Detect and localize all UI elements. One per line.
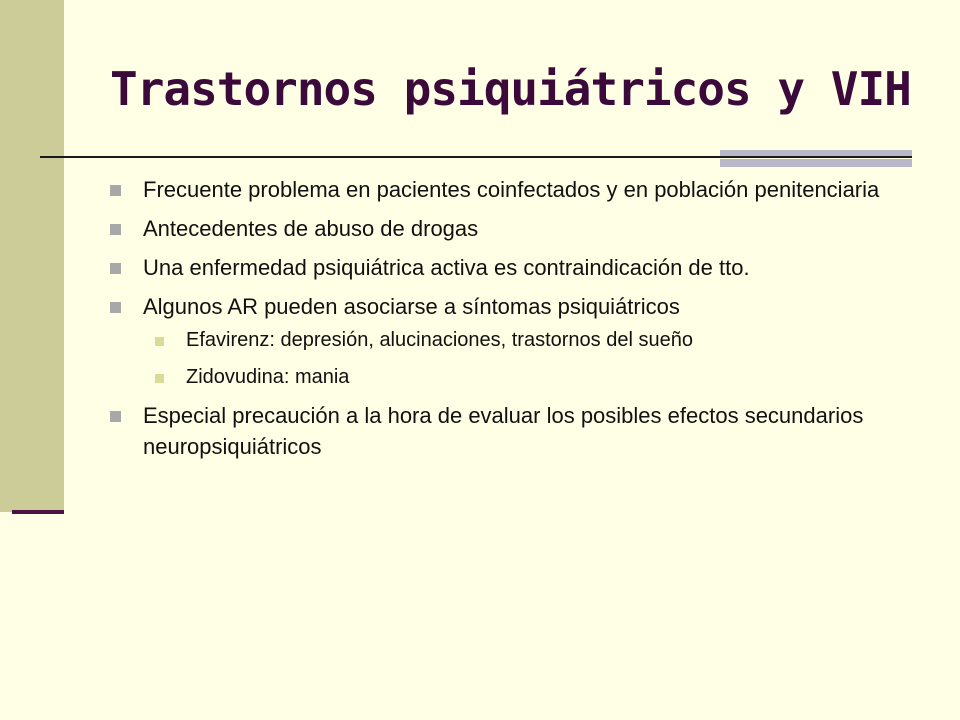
sub-bullet-item [110, 363, 920, 391]
bullet-item [110, 252, 920, 283]
sub-bullet-text: Efavirenz: depresión, alucinaciones, trastornos del sueño [186, 329, 693, 351]
square-bullet-icon [110, 263, 121, 274]
bullet-item [110, 174, 920, 205]
title-divider-accent-lower [720, 159, 912, 167]
sub-bullet-item [110, 326, 920, 354]
bullet-text: Algunos AR pueden asociarse a síntomas psiquiátricos [143, 294, 680, 319]
bullet-text: Una enfermedad psiquiátrica activa es contraindicación de tto. [143, 255, 750, 280]
square-sub-bullet-icon [155, 337, 164, 346]
decorative-side-bar [0, 0, 64, 512]
slide-title: Trastornos psiquiátricos y VIH [110, 62, 911, 116]
bullet-item [110, 291, 920, 391]
sub-bullet-list [143, 326, 920, 391]
bullet-text: Antecedentes de abuso de drogas [143, 216, 479, 241]
square-bullet-icon [110, 411, 121, 422]
square-bullet-icon [110, 185, 121, 196]
bullet-item [110, 400, 920, 462]
bullet-text: Especial precaución a la hora de evaluar los posibles efectos secundarios neuropsiquiátricos [143, 403, 864, 459]
slide-body [110, 174, 920, 470]
bullet-item [110, 213, 920, 244]
decorative-side-accent [12, 510, 64, 514]
square-bullet-icon [110, 224, 121, 235]
sub-bullet-text: Zidovudina: mania [186, 366, 350, 388]
square-sub-bullet-icon [155, 374, 164, 383]
square-bullet-icon [110, 302, 121, 313]
title-divider-accent [720, 150, 912, 156]
title-divider [40, 156, 912, 158]
bullet-text: Frecuente problema en pacientes coinfectados y en población penitenciaria [143, 177, 880, 202]
